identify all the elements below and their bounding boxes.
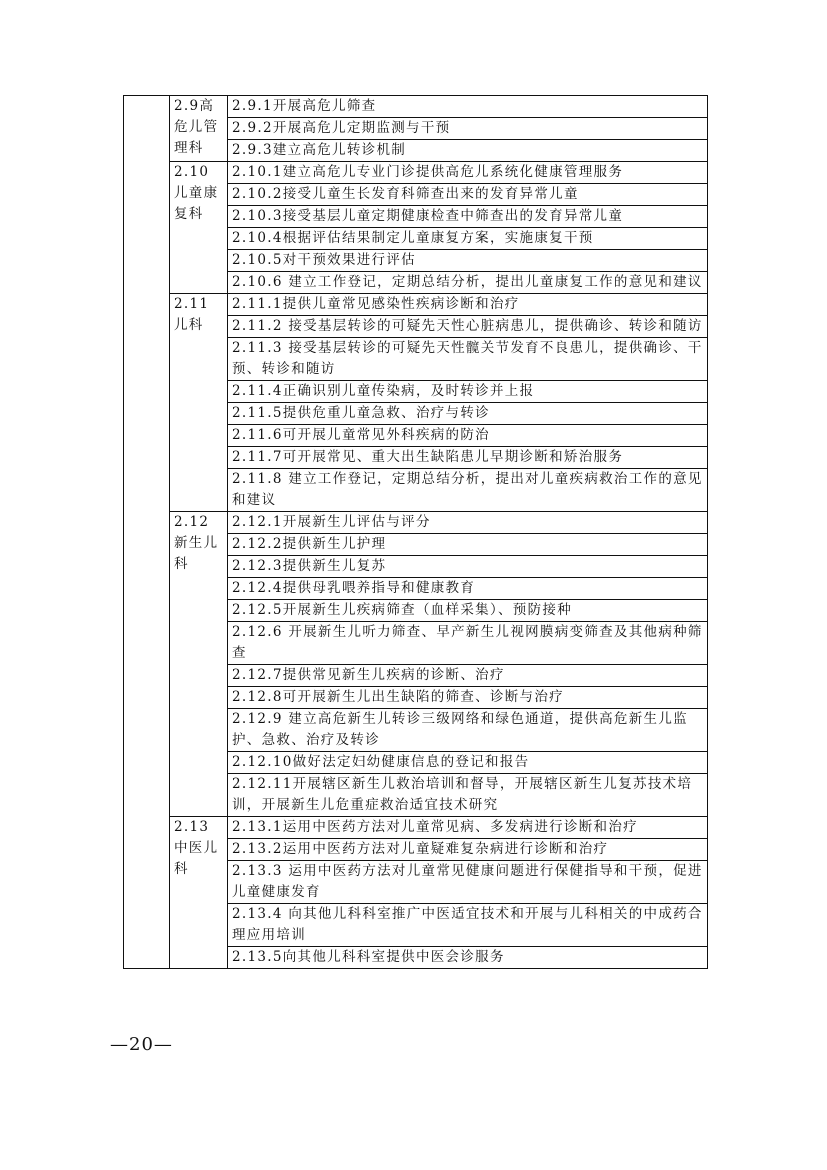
department-cell: 2.11儿科 xyxy=(170,294,228,512)
table-row xyxy=(124,512,708,534)
department-cell: 2.13中医儿科 xyxy=(170,817,228,969)
service-item: 2.12.9 建立高危新生儿转诊三级网络和绿色通道，提供高危新生儿监护、急救、治疗及转诊 xyxy=(228,709,708,752)
service-item: 2.10.2接受儿童生长发育科筛查出来的发育异常儿童 xyxy=(228,184,708,206)
service-item: 2.12.10做好法定妇幼健康信息的登记和报告 xyxy=(228,752,708,774)
service-item: 2.11.8 建立工作登记，定期总结分析，提出对儿童疾病救治工作的意见和建议 xyxy=(228,469,708,512)
service-item: 2.12.7提供常见新生儿疾病的诊断、治疗 xyxy=(228,665,708,687)
service-item: 2.12.8可开展新生儿出生缺陷的筛查、诊断与治疗 xyxy=(228,687,708,709)
department-cell: 2.12新生儿科 xyxy=(170,512,228,817)
service-item: 2.9.1开展高危儿筛查 xyxy=(228,96,708,118)
department-cell: 2.9高危儿管理科 xyxy=(170,96,228,162)
service-item: 2.11.1提供儿童常见感染性疾病诊断和治疗 xyxy=(228,294,708,316)
service-item: 2.10.6 建立工作登记，定期总结分析，提出儿童康复工作的意见和建议 xyxy=(228,272,708,294)
service-item: 2.10.5对干预效果进行评估 xyxy=(228,250,708,272)
service-item: 2.10.4根据评估结果制定儿童康复方案，实施康复干预 xyxy=(228,228,708,250)
table-row xyxy=(124,294,708,316)
service-item: 2.12.4提供母乳喂养指导和健康教育 xyxy=(228,578,708,600)
service-item: 2.13.2运用中医药方法对儿童疑难复杂病进行诊断和治疗 xyxy=(228,839,708,861)
service-item: 2.9.2开展高危儿定期监测与干预 xyxy=(228,118,708,140)
service-item: 2.11.6可开展儿童常见外科疾病的防治 xyxy=(228,425,708,447)
table-row xyxy=(124,96,708,118)
category-column xyxy=(124,96,170,969)
department-cell: 2.10儿童康复科 xyxy=(170,162,228,294)
service-item: 2.12.6 开展新生儿听力筛查、早产新生儿视网膜病变筛查及其他病种筛查 xyxy=(228,622,708,665)
service-item: 2.11.4正确识别儿童传染病，及时转诊并上报 xyxy=(228,381,708,403)
service-item: 2.13.5向其他儿科科室提供中医会诊服务 xyxy=(228,947,708,969)
service-item: 2.13.3 运用中医药方法对儿童常见健康问题进行保健指导和干预，促进儿童健康发育 xyxy=(228,861,708,904)
service-item: 2.12.2提供新生儿护理 xyxy=(228,534,708,556)
service-item: 2.11.5提供危重儿童急救、治疗与转诊 xyxy=(228,403,708,425)
service-item: 2.10.3接受基层儿童定期健康检查中筛查出的发育异常儿童 xyxy=(228,206,708,228)
service-item: 2.12.11开展辖区新生儿救治培训和督导，开展辖区新生儿复苏技术培训，开展新生儿危重症救治适宜技术研究 xyxy=(228,774,708,817)
services-table-body xyxy=(124,96,708,969)
service-item: 2.13.4 向其他儿科科室推广中医适宜技术和开展与儿科相关的中成药合理应用培训 xyxy=(228,904,708,947)
service-item: 2.11.2 接受基层转诊的可疑先天性心脏病患儿，提供确诊、转诊和随访 xyxy=(228,316,708,338)
page-number: —20— xyxy=(110,1034,173,1055)
service-item: 2.12.5开展新生儿疾病筛查（血样采集）、预防接种 xyxy=(228,600,708,622)
services-table xyxy=(123,95,708,969)
service-item: 2.12.3提供新生儿复苏 xyxy=(228,556,708,578)
service-item: 2.10.1建立高危儿专业门诊提供高危儿系统化健康管理服务 xyxy=(228,162,708,184)
table-row xyxy=(124,162,708,184)
table-row xyxy=(124,817,708,839)
service-item: 2.9.3建立高危儿转诊机制 xyxy=(228,140,708,162)
service-item: 2.13.1运用中医药方法对儿童常见病、多发病进行诊断和治疗 xyxy=(228,817,708,839)
service-item: 2.12.1开展新生儿评估与评分 xyxy=(228,512,708,534)
service-item: 2.11.7可开展常见、重大出生缺陷患儿早期诊断和矫治服务 xyxy=(228,447,708,469)
service-item: 2.11.3 接受基层转诊的可疑先天性髋关节发育不良患儿，提供确诊、干预、转诊和随访 xyxy=(228,338,708,381)
